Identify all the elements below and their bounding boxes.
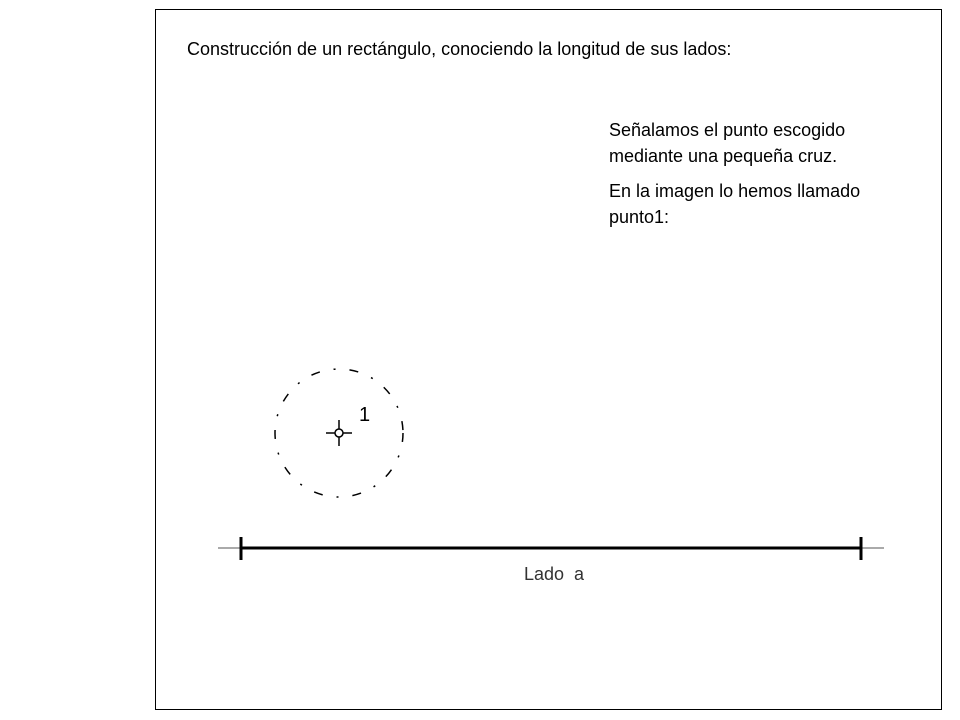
segment-lado-a (218, 537, 884, 560)
slide-title: Construcción de un rectángulo, conociendo la longitud de sus lados: (187, 39, 732, 59)
explanation-paragraph-2: En la imagen lo hemos llamado punto1: (609, 181, 861, 227)
point-label: 1 (359, 404, 371, 426)
segment-label: Lado a (524, 564, 585, 584)
explanation-paragraph-1: Señalamos el punto escogido mediante una pequeña cruz. (609, 120, 846, 166)
point-cross-icon (326, 420, 352, 446)
